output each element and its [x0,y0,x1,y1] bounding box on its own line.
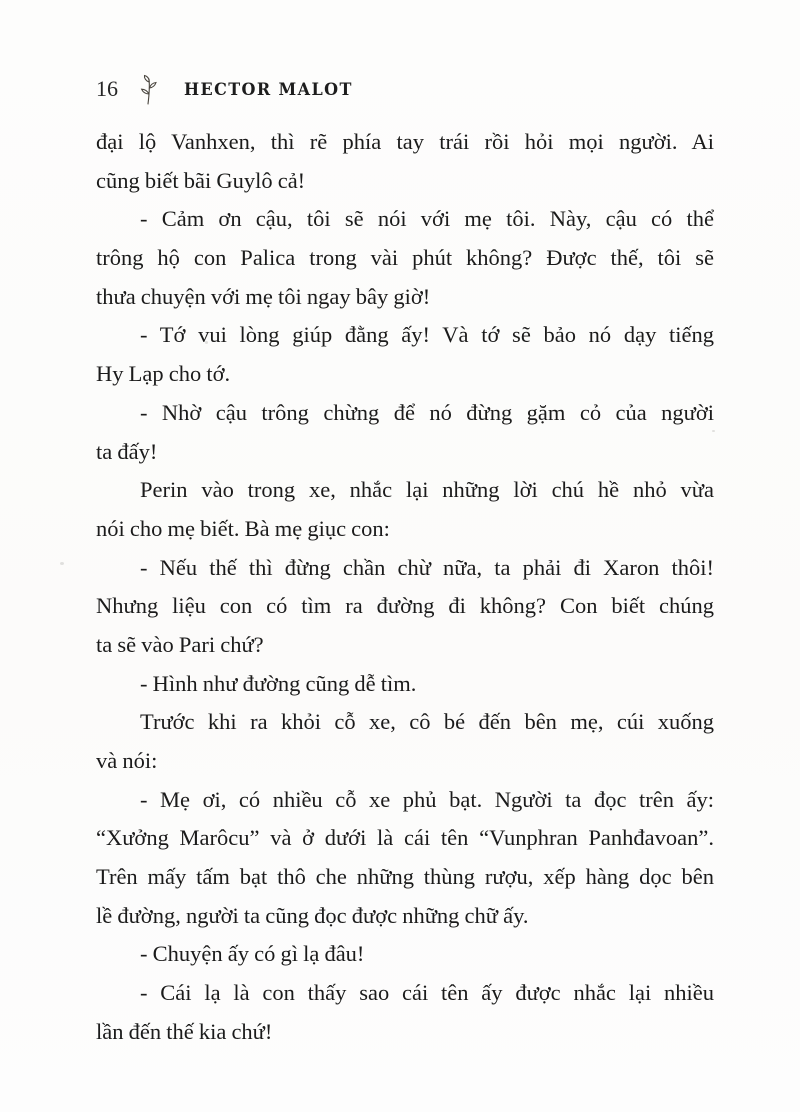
text-line: - Mẹ ơi, có nhiều cỗ xe phủ bạt. Người ta đọc trên ấy: [140,786,714,812]
leaf-sprig-icon [138,74,160,106]
text-line: ta đấy! [96,438,158,464]
text-line: “Xưởng Marôcu” và ở dưới là cái tên “Vunphran Panhđavoan”. [96,825,714,851]
text-line: ta sẽ vào Pari chứ? [96,631,264,657]
text-line: và nói: [96,748,158,773]
text-line: Perin vào trong xe, nhắc lại những lời chú hề nhỏ vừa [140,477,714,503]
text-line: - Hình như đường cũng dễ tìm. [140,670,417,696]
paragraph [96,394,714,471]
text-line: - Nếu thế thì đừng chần chừ nữa, ta phải đi Xaron thôi! [140,554,714,580]
paragraph [96,935,714,974]
text-line: thưa chuyện với mẹ tôi ngay bây giờ! [96,283,431,309]
paragraph [96,200,714,316]
text-line: - Tớ vui lòng giúp đằng ấy! Và tớ sẽ bảo nó dạy tiếng [140,322,714,348]
paragraph [96,549,714,665]
text-line: - Nhờ cậu trông chừng để nó đừng gặm cỏ của người [140,399,714,425]
page-number: 16 [96,76,118,101]
text-line: lề đường, người ta cũng đọc được những chữ ấy. [96,902,529,928]
paragraph [96,665,714,704]
paragraph [96,703,714,780]
scan-speck [60,562,64,565]
author-header: HECTOR MALOT [184,79,353,100]
text-line: - Chuyện ấy có gì lạ đâu! [140,941,365,967]
scan-speck [712,430,715,432]
running-header [96,70,353,102]
paragraph [96,123,714,200]
page-body [96,123,714,1052]
text-line: - Cảm ơn cậu, tôi sẽ nói với mẹ tôi. Này, cậu có thể [140,206,714,232]
paragraph [96,471,714,548]
text-line: đại lộ Vanhxen, thì rẽ phía tay trái rồi hỏi mọi người. Ai [96,129,714,154]
paragraph [96,781,714,936]
text-line: nói cho mẹ biết. Bà mẹ giục con: [96,515,390,541]
text-line: Hy Lạp cho tớ. [96,361,231,387]
text-line: cũng biết bãi Guylô cả! [96,167,306,193]
text-line: Trên mấy tấm bạt thô che những thùng rượu, xếp hàng dọc bên [96,864,714,890]
paragraph [96,316,714,393]
text-line: Trước khi ra khỏi cỗ xe, cô bé đến bên mẹ, cúi xuống [140,709,714,735]
text-line: Nhưng liệu con có tìm ra đường đi không? Con biết chúng [96,593,714,619]
text-line: lần đến thế kia chứ! [96,1018,273,1044]
text-line: trông hộ con Palica trong vài phút không? Được thế, tôi sẽ [96,245,714,271]
text-line: - Cái lạ là con thấy sao cái tên ấy được nhắc lại nhiều [140,980,714,1006]
paragraph [96,974,714,1051]
scan-speck [205,341,208,344]
